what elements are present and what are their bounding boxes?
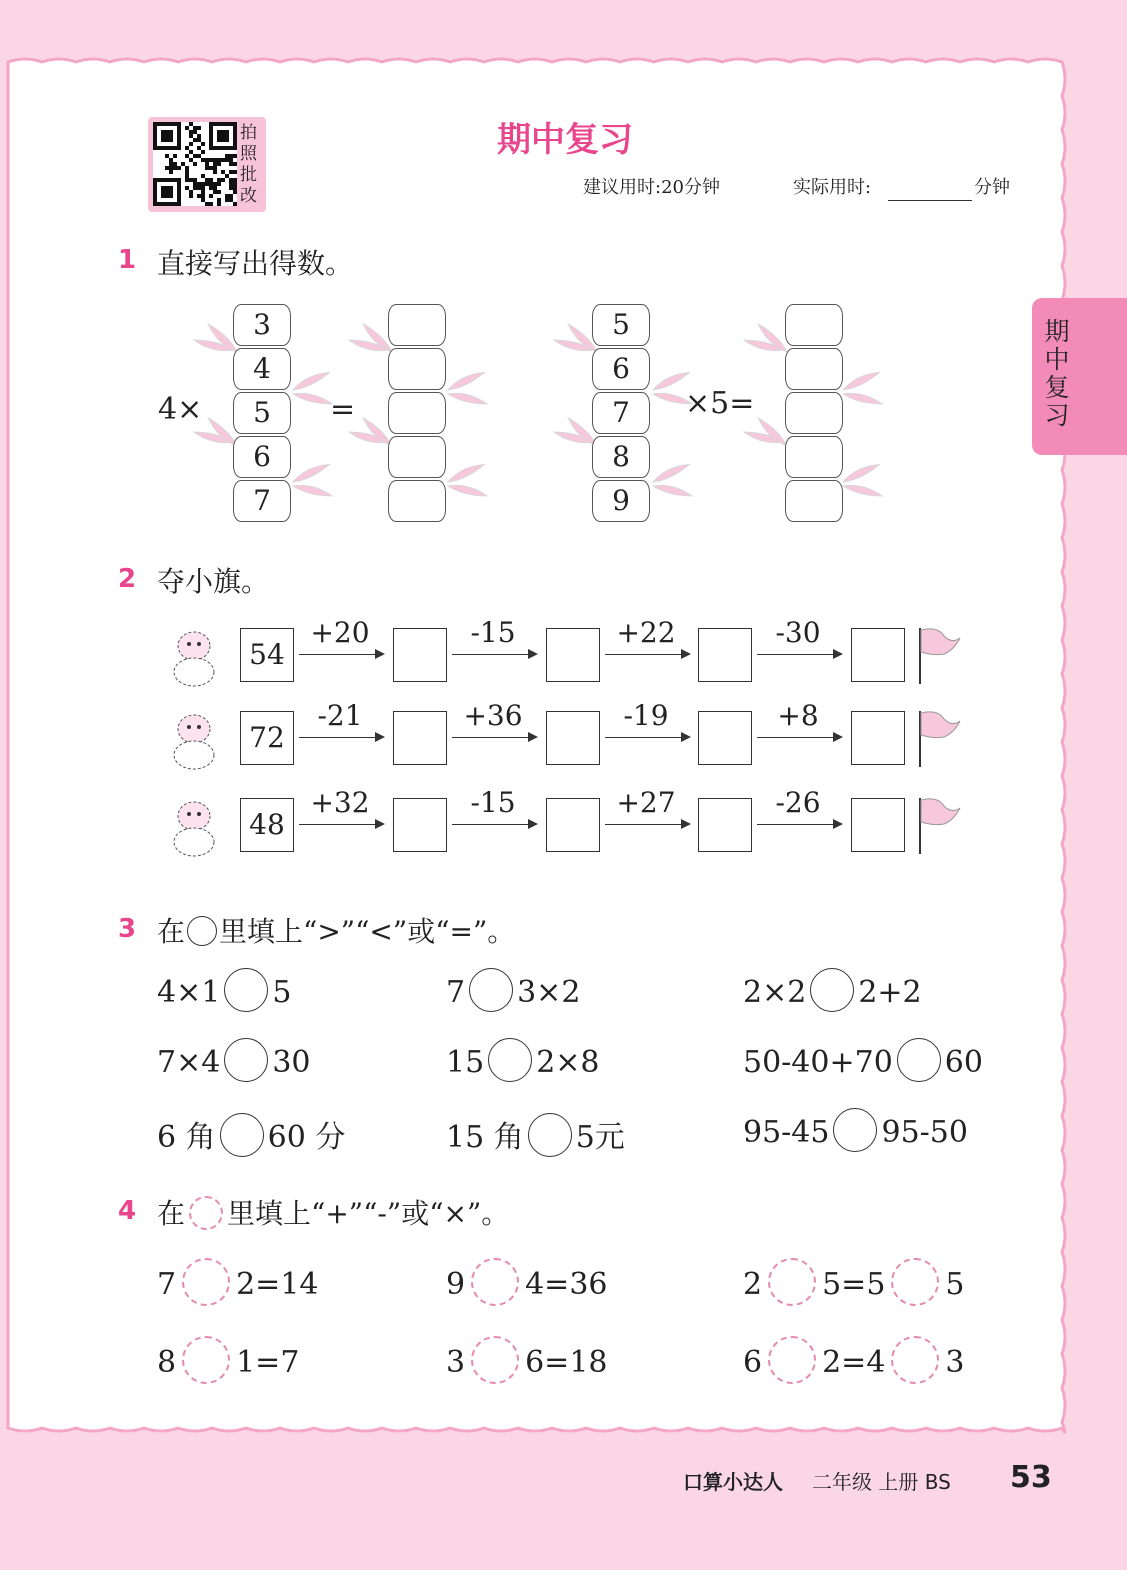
expression-part: 3	[945, 1345, 965, 1380]
arrow-icon	[605, 654, 689, 655]
operation-label: +36	[463, 699, 523, 732]
right-expression: 5	[272, 975, 292, 1010]
operator-circle[interactable]	[891, 1258, 939, 1306]
compare-item	[446, 972, 580, 1016]
right-expression: 60 分	[267, 1120, 346, 1155]
expression-part: 9	[446, 1267, 466, 1302]
operator-circle[interactable]	[768, 1258, 816, 1306]
operator-item	[446, 1262, 608, 1310]
right-expression: 5元	[575, 1120, 625, 1155]
question-number-4: 4	[118, 1196, 137, 1226]
right-expression: 3×2	[517, 975, 581, 1010]
expression-part: 2	[743, 1267, 763, 1302]
actual-time-unit: 分钟	[974, 177, 1010, 198]
bamboo-segment: 6	[592, 348, 650, 390]
answer-box[interactable]	[393, 711, 447, 765]
arrow-icon	[299, 654, 383, 655]
answer-box[interactable]	[393, 628, 447, 682]
bamboo-segment: 4	[233, 348, 291, 390]
operator-item	[157, 1340, 299, 1388]
answer-box[interactable]	[851, 711, 905, 765]
bamboo-segment: 6	[233, 436, 291, 478]
question-number-3: 3	[118, 914, 137, 944]
qr-label: 拍照批改	[240, 123, 257, 206]
compare-item	[157, 972, 291, 1016]
expression-part: 7	[157, 1267, 177, 1302]
operator-circle[interactable]	[182, 1336, 230, 1384]
operator-item	[157, 1262, 319, 1310]
operator-circle[interactable]	[471, 1258, 519, 1306]
arrow-icon	[452, 654, 536, 655]
question-number-1: 1	[118, 245, 137, 275]
operator-circle[interactable]	[182, 1258, 230, 1306]
answer-segment[interactable]	[388, 436, 446, 478]
answer-box[interactable]	[851, 798, 905, 852]
page-title: 期中复习	[497, 120, 633, 160]
answer-box[interactable]	[851, 628, 905, 682]
question-prompt-4	[157, 1192, 509, 1233]
operation-label: +32	[310, 786, 370, 819]
answer-segment[interactable]	[388, 348, 446, 390]
operation-label: -15	[470, 616, 516, 649]
compare-item	[743, 1112, 968, 1156]
expression-part: 6	[743, 1345, 763, 1380]
left-expression: 15 角	[446, 1120, 524, 1155]
start-number-box: 72	[240, 711, 294, 765]
answer-circle[interactable]	[224, 1038, 268, 1082]
operation-label: -26	[775, 786, 821, 819]
answer-segment[interactable]	[388, 480, 446, 522]
operator-item	[743, 1340, 965, 1388]
answer-circle[interactable]	[810, 968, 854, 1012]
operation-label: +22	[616, 616, 676, 649]
operation-label: +27	[616, 786, 676, 819]
arrow-icon	[757, 737, 841, 738]
operation-label: +20	[310, 616, 370, 649]
flag-icon	[914, 709, 964, 769]
answer-box[interactable]	[393, 798, 447, 852]
operation-label: -21	[317, 699, 363, 732]
giraffe-icon	[160, 790, 232, 862]
arrow-icon	[605, 737, 689, 738]
question-prompt-2: 夺小旗。	[157, 565, 270, 598]
bamboo-segment: 7	[233, 480, 291, 522]
question-number-2: 2	[118, 564, 137, 594]
answer-circle[interactable]	[224, 968, 268, 1012]
right-expression: 60	[944, 1045, 983, 1080]
bamboo-segment: 5	[233, 392, 291, 434]
expression-part: 6=18	[525, 1345, 608, 1380]
right-expression: 30	[272, 1045, 311, 1080]
compare-item	[743, 1042, 983, 1086]
right-expression: 95-50	[881, 1115, 968, 1150]
bamboo-segment: 9	[592, 480, 650, 522]
prompt-4-post: 里填上“+”“-”或“×”。	[227, 1197, 510, 1230]
bamboo-segment: 7	[592, 392, 650, 434]
answer-box[interactable]	[546, 628, 600, 682]
bamboo-segment: 8	[592, 436, 650, 478]
answer-segment[interactable]	[785, 480, 843, 522]
bamboo-segment: 5	[592, 304, 650, 346]
flag-icon	[914, 626, 964, 686]
question-prompt-3	[157, 910, 515, 950]
left-expression: 2×2	[743, 975, 807, 1010]
answer-segment[interactable]	[785, 392, 843, 434]
operator-item	[743, 1262, 965, 1310]
answer-circle[interactable]	[833, 1108, 877, 1152]
left-expression: 4×1	[157, 975, 221, 1010]
answer-circle[interactable]	[897, 1038, 941, 1082]
operator-circle[interactable]	[471, 1336, 519, 1384]
flag-icon	[914, 796, 964, 856]
compare-item	[446, 1112, 625, 1161]
operator-circle[interactable]	[891, 1336, 939, 1384]
right-expression: 2×8	[536, 1045, 600, 1080]
expression-part: 1=7	[236, 1345, 300, 1380]
arrow-icon	[299, 824, 383, 825]
suggested-time: 建议用时:20分钟	[583, 177, 720, 198]
page-number: 53	[1010, 1460, 1052, 1495]
answer-box[interactable]	[546, 798, 600, 852]
prompt-3-post: 里填上“>”“<”或“=”。	[219, 915, 516, 948]
answer-segment[interactable]	[785, 348, 843, 390]
compare-item	[157, 1112, 345, 1161]
prompt-3-pre: 在	[157, 915, 186, 948]
arrow-icon	[605, 824, 689, 825]
expression-part: 8	[157, 1345, 177, 1380]
arrow-icon	[757, 654, 841, 655]
compare-item	[446, 1042, 600, 1086]
arrow-icon	[452, 737, 536, 738]
expression-part: 2=4	[822, 1345, 886, 1380]
answer-segment[interactable]	[785, 304, 843, 346]
circle-icon	[187, 916, 217, 946]
answer-circle[interactable]	[488, 1038, 532, 1082]
expression-part: 4=36	[525, 1267, 608, 1302]
operation-label: -15	[470, 786, 516, 819]
answer-circle[interactable]	[220, 1113, 264, 1157]
footer-book-title: 口算小达人	[683, 1470, 783, 1494]
answer-segment[interactable]	[388, 304, 446, 346]
expression-part: 5	[945, 1267, 965, 1302]
answer-circle[interactable]	[528, 1113, 572, 1157]
left-expression: 6 角	[157, 1120, 216, 1155]
answer-box[interactable]	[698, 798, 752, 852]
left-expression: 15	[446, 1045, 485, 1080]
arrow-icon	[757, 824, 841, 825]
answer-box[interactable]	[698, 711, 752, 765]
arrow-icon	[299, 737, 383, 738]
chick-icon	[160, 620, 232, 692]
footer-grade: 二年级 上册 BS	[812, 1470, 951, 1494]
actual-time-label: 实际用时:	[793, 177, 872, 198]
start-number-box: 48	[240, 798, 294, 852]
start-number-box: 54	[240, 628, 294, 682]
bamboo-segment: 3	[233, 304, 291, 346]
answer-segment[interactable]	[388, 392, 446, 434]
operation-label: -30	[775, 616, 821, 649]
left-expression: 7×4	[157, 1045, 221, 1080]
answer-box[interactable]	[546, 711, 600, 765]
answer-segment[interactable]	[785, 436, 843, 478]
prompt-4-pre: 在	[157, 1197, 186, 1230]
q1-left-equals: =	[330, 392, 356, 427]
left-expression: 95-45	[743, 1115, 830, 1150]
operation-label: -19	[623, 699, 669, 732]
expression-part: 5=5	[822, 1267, 886, 1302]
arrow-icon	[452, 824, 536, 825]
flower-circle-icon	[189, 1196, 223, 1230]
actual-time-blank[interactable]	[888, 200, 972, 201]
expression-part: 2=14	[236, 1267, 319, 1302]
compare-item	[157, 1042, 311, 1086]
expression-part: 3	[446, 1345, 466, 1380]
right-expression: 2+2	[858, 975, 922, 1010]
q1-left-prefix: 4×	[158, 392, 203, 427]
operator-item	[446, 1340, 608, 1388]
qr-code-icon	[153, 122, 237, 206]
operator-circle[interactable]	[768, 1336, 816, 1384]
section-tab-label: 期中复习	[1044, 317, 1070, 430]
compare-item	[743, 972, 922, 1016]
q1-right-suffix: ×5=	[685, 386, 755, 421]
qr-code[interactable]	[148, 117, 266, 212]
operation-label: +8	[777, 699, 819, 732]
left-expression: 7	[446, 975, 466, 1010]
question-prompt-1: 直接写出得数。	[157, 247, 354, 280]
monkey-icon	[160, 703, 232, 775]
left-expression: 50-40+70	[743, 1045, 893, 1080]
answer-circle[interactable]	[469, 968, 513, 1012]
answer-box[interactable]	[698, 628, 752, 682]
